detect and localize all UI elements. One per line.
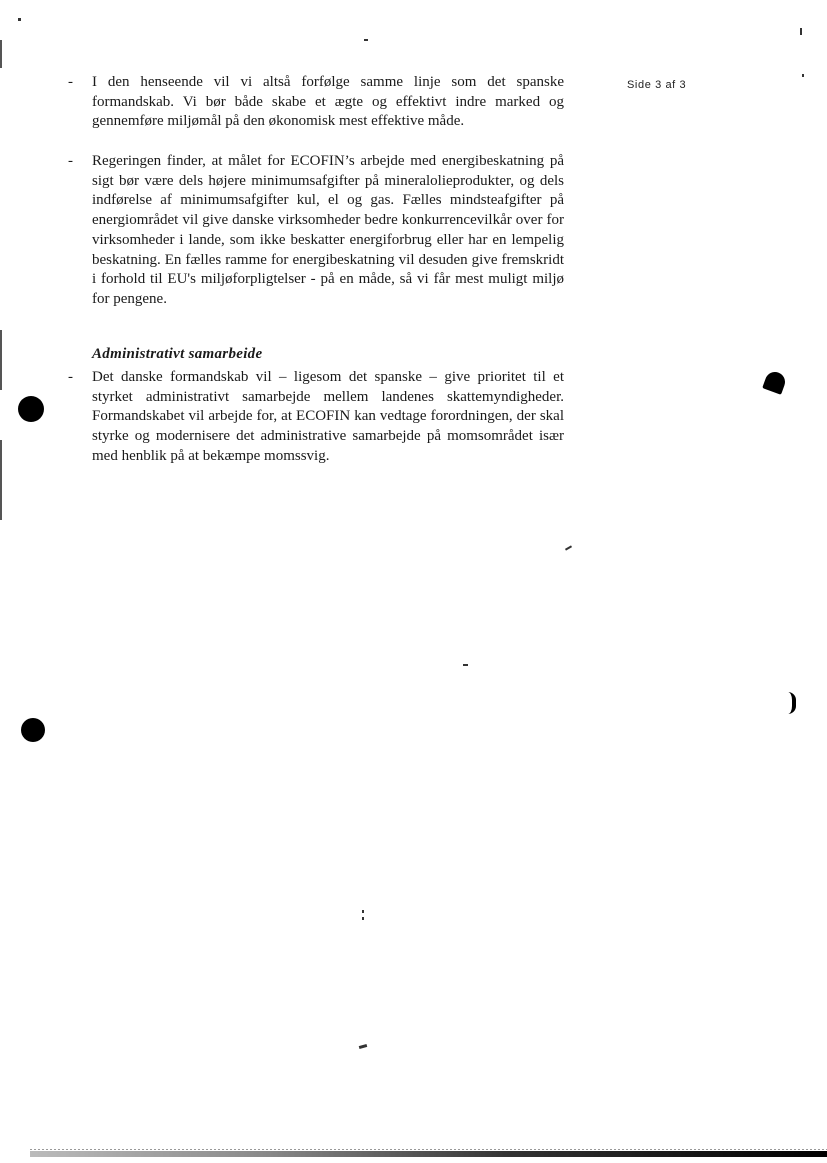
scan-speck: [18, 18, 21, 21]
scan-speck: [565, 545, 572, 550]
scan-margin-line: [0, 330, 2, 390]
scan-margin-line: [0, 40, 2, 68]
section-heading: Administrativt samarbeide: [92, 346, 263, 362]
scan-blot: [762, 369, 788, 395]
scan-margin-line: [0, 440, 2, 520]
scan-speck: [362, 910, 364, 913]
scan-speck: [364, 39, 368, 41]
scan-speck: [800, 28, 802, 35]
bullet-dash: -: [68, 153, 73, 169]
paragraph-energy-taxation: Regeringen finder, at målet for ECOFIN’s arbejde med energibeskatning på sigt bør være dels højere minimumsafgifter på mineralolieprodukter, og dels indførelse af minimumsafgifter kul, el og gas. Fælles mindsteafgifter på energiområdet vil give danske virksomheder bedre konkurrencevilkår over for virksomheder i lande, som ikke beskatter energiforbrug eller har en lempelig beskatning. En fælles ramme for energibeskatning vil desuden give fremskridt i forhold til EU's miljøforpligtelser - på en måde, så vi får mest muligt miljø for pengene.: [92, 153, 564, 307]
bullet-dash: -: [68, 369, 73, 385]
bullet-dash: -: [68, 74, 73, 90]
scan-speck: [362, 917, 364, 920]
scan-speck: [463, 664, 468, 666]
scan-blot: [786, 692, 796, 714]
scan-bottom-edge: [30, 1149, 827, 1150]
scan-speck: [802, 74, 804, 77]
paragraph-presidency-line: I den henseende vil vi altså forfølge samme linje som det spanske formandskab. Vi bør både skabe et ægte og effektivt indre marked og gennemføre miljømål på den økonomisk mest effektive måde.: [92, 74, 564, 130]
punch-hole: [21, 718, 45, 742]
punch-hole: [18, 396, 44, 422]
paragraph-administrative-cooperation: Det danske formandskab vil – ligesom det spanske – give prioritet til et styrket administrativt samarbejde mellem landenes skattemyndigheder. Formandskabet vil arbejde for, at ECOFIN kan vedtage forordningen, der skal styrke og modernisere det administrative samarbejde på momsområdet især med henblik på at bekæmpe momssvig.: [92, 369, 564, 464]
scan-speck: [359, 1044, 368, 1049]
page-number: Side 3 af 3: [627, 79, 687, 91]
scan-bottom-edge: [30, 1151, 827, 1157]
